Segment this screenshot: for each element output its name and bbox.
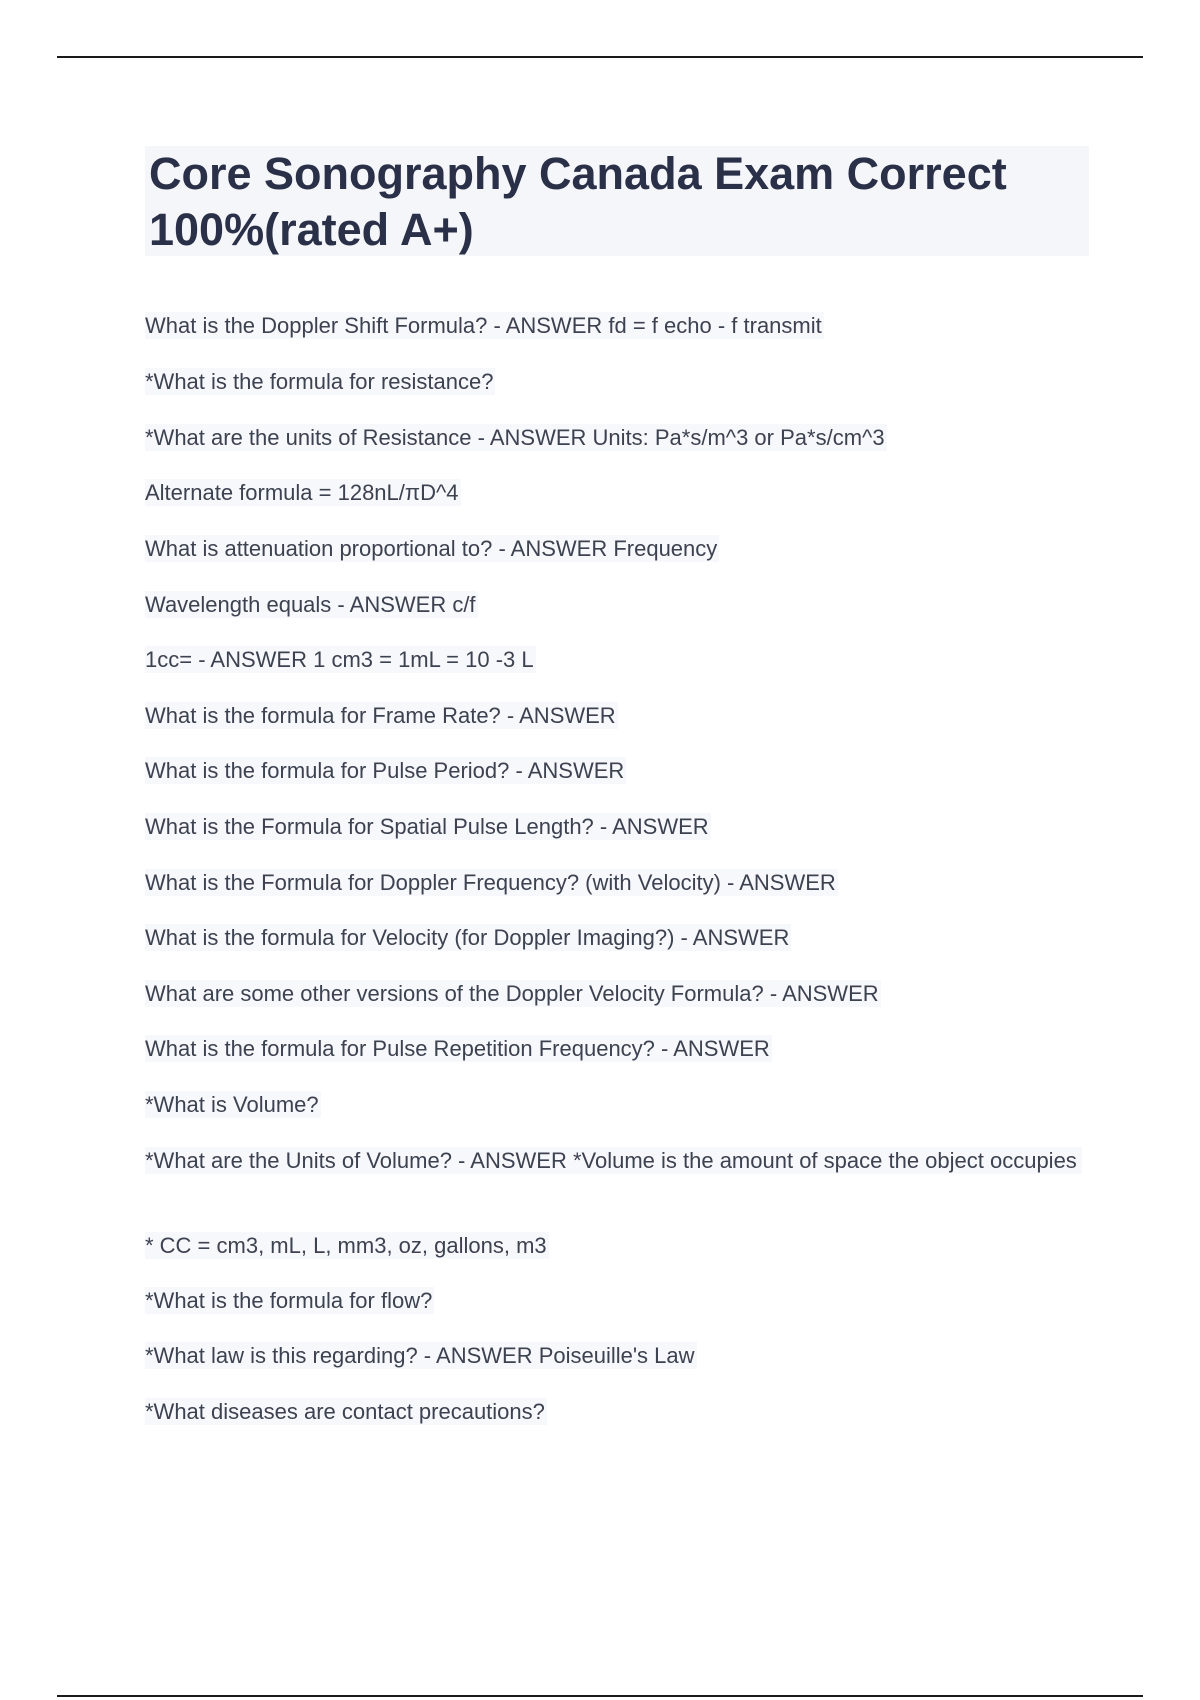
qa-line: *What diseases are contact precautions? <box>145 1399 545 1424</box>
qa-line: *What are the Units of Volume? - ANSWER *Volume is the amount of space the object occupies <box>145 1147 1082 1174</box>
qa-line: What is the Formula for Doppler Frequency? (with Velocity) - ANSWER <box>145 870 836 895</box>
bottom-rule <box>57 1695 1143 1697</box>
qa-line: Alternate formula = 128nL/πD^4 <box>145 480 459 505</box>
qa-line: *What law is this regarding? - ANSWER Poiseuille's Law <box>145 1343 695 1368</box>
qa-line: *What is Volume? <box>145 1092 319 1117</box>
qa-line: *What are the units of Resistance - ANSWER Units: Pa*s/m^3 or Pa*s/cm^3 <box>145 425 885 450</box>
qa-line: *What is the formula for flow? <box>145 1288 433 1313</box>
qa-line: * CC = cm3, mL, L, mm3, oz, gallons, m3 <box>145 1233 547 1258</box>
title-block <box>145 146 1089 256</box>
top-rule <box>57 56 1143 58</box>
page-title: Core Sonography Canada Exam Correct 100%(rated A+) <box>149 148 1007 255</box>
qa-line: 1cc= - ANSWER 1 cm3 = 1mL = 10 -3 L <box>145 647 534 672</box>
qa-line: What is the formula for Frame Rate? - ANSWER <box>145 703 616 728</box>
qa-line: What is the Formula for Spatial Pulse Length? - ANSWER <box>145 814 709 839</box>
qa-line: What is attenuation proportional to? - ANSWER Frequency <box>145 536 718 561</box>
qa-line: Wavelength equals - ANSWER c/f <box>145 592 476 617</box>
qa-line: What is the Doppler Shift Formula? - ANSWER fd = f echo - f transmit <box>145 313 822 338</box>
qa-line: *What is the formula for resistance? <box>145 369 494 394</box>
qa-line: What is the formula for Pulse Period? - ANSWER <box>145 758 625 783</box>
qa-line: What is the formula for Velocity (for Doppler Imaging?) - ANSWER <box>145 925 790 950</box>
qa-line: What is the formula for Pulse Repetition Frequency? - ANSWER <box>145 1036 770 1061</box>
qa-line: What are some other versions of the Doppler Velocity Formula? - ANSWER <box>145 981 879 1006</box>
